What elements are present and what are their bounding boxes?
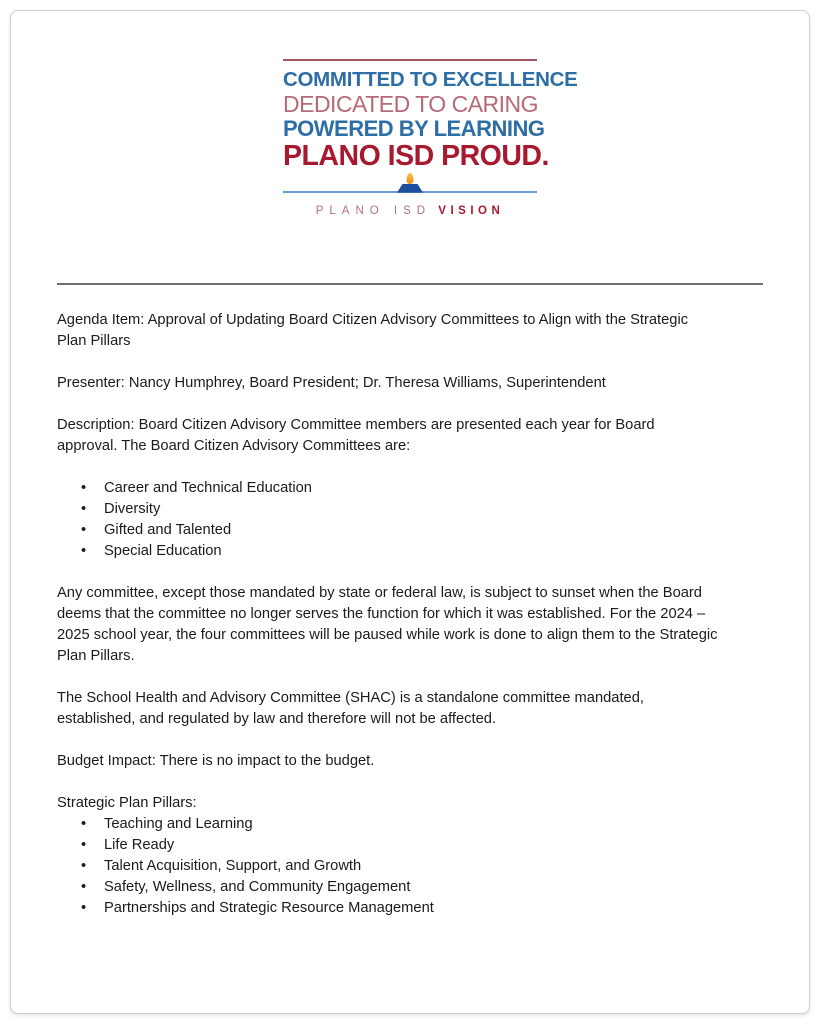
paragraph-line: approval. The Board Citizen Advisory Committees are: [57,437,411,454]
list-item-life-ready: • Life Ready [57,835,763,856]
paragraph-line: The School Health and Advisory Committee (SHAC) is a standalone committee mandated, [57,689,644,706]
list-item-special-education: • Special Education [57,541,763,562]
agenda-item-paragraph [57,310,763,352]
candle-flame-icon [407,173,414,184]
vision-prefix-label: PLANO ISD [315,204,432,217]
paragraph-line: deems that the committee no longer serves the function for which it was established. For the 2024 – [57,605,706,622]
section-divider-rule [57,283,763,285]
list-item-partnerships: • Partnerships and Strategic Resource Management [57,898,763,919]
paragraph-line: Plan Pillars. [57,647,135,664]
paragraph-line: Plan Pillars [57,332,131,349]
document-body [11,283,809,919]
pillars-list [57,814,763,919]
budget-impact-paragraph [57,751,763,772]
list-item-diversity: • Diversity [57,499,763,520]
paragraph-line: 2025 school year, the four committees will be paused while work is done to align them to the Strategic [57,626,718,643]
paragraph-line: Any committee, except those mandated by state or federal law, is subject to sunset when the Board [57,584,702,601]
paragraph-line: Strategic Plan Pillars: [57,794,197,811]
paragraph-line: Description: Board Citizen Advisory Committee members are presented each year for Board [57,416,655,433]
shac-paragraph [57,688,763,730]
paragraph-line: established, and regulated by law and therefore will not be affected. [57,710,497,727]
description-paragraph [57,415,763,457]
logo-divider [283,176,537,198]
presenter-paragraph [57,373,763,394]
list-item-talent-acquisition: • Talent Acquisition, Support, and Growth [57,856,763,877]
logo-line-committed: COMMITTED TO EXCELLENCE [283,68,578,91]
logo-top-rule [283,59,537,61]
list-item-safety-wellness: • Safety, Wellness, and Community Engagement [57,877,763,898]
logo-line-dedicated: DEDICATED TO CARING [283,90,539,117]
logo-vision-text [283,205,537,217]
committee-list [57,478,763,562]
list-item-career-technical-education: • Career and Technical Education [57,478,763,499]
paragraph-line: Budget Impact: There is no impact to the budget. [57,752,375,769]
paragraph-line: Presenter: Nancy Humphrey, Board President; Dr. Theresa Williams, Superintendent [57,374,606,391]
candle-icon [397,184,423,193]
list-item-teaching-learning: • Teaching and Learning [57,814,763,835]
paragraph-line: Agenda Item: Approval of Updating Board Citizen Advisory Committees to Align with the Strategic [57,311,689,328]
vision-word-label: VISION [438,204,505,217]
document-page [10,10,810,1014]
strategic-plan-pillars-label [57,793,763,814]
logo-line-proud: PLANO ISD PROUD. [283,140,549,173]
list-item-gifted-talented: • Gifted and Talented [57,520,763,541]
plano-isd-logo [283,59,578,217]
logo-line-powered: POWERED BY LEARNING [283,116,545,142]
sunset-paragraph [57,583,763,667]
